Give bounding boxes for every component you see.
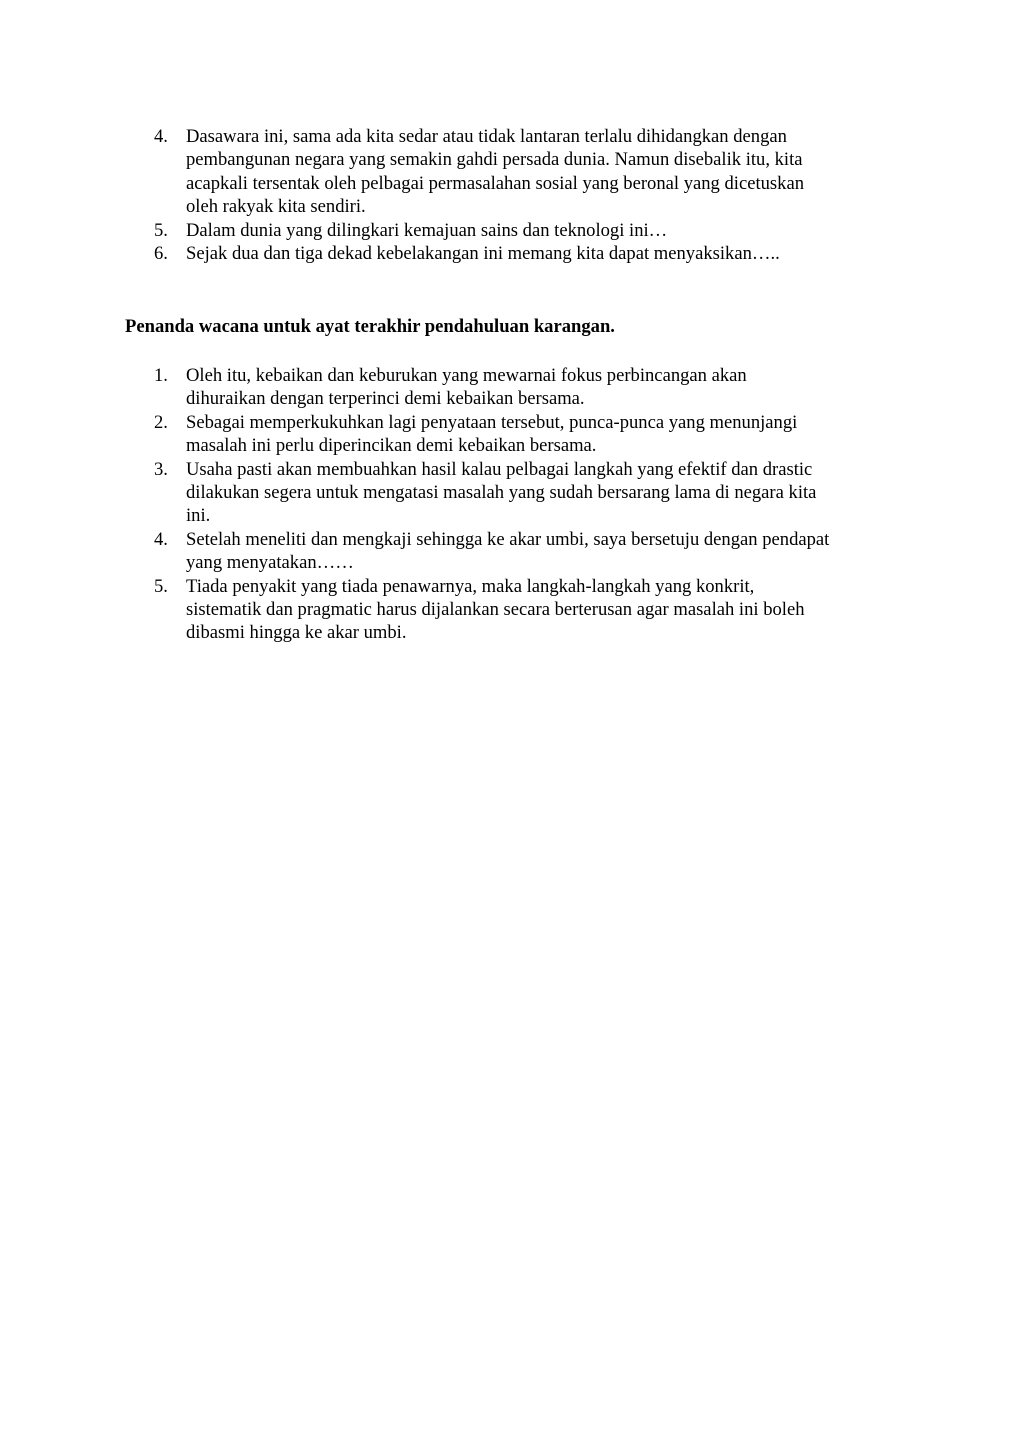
list-item [125, 411, 915, 458]
list-item [125, 575, 915, 645]
list-item-text-line: acapkali tersentak oleh pelbagai permasalahan sosial yang beronal yang dicetuskan [186, 172, 804, 194]
list-item-text-line: Oleh itu, kebaikan dan keburukan yang mewarnai fokus perbincangan akan [186, 365, 747, 386]
list-item-text-line: sistematik dan pragmatic harus dijalankan secara berterusan agar masalah ini boleh [186, 599, 805, 621]
section-heading: Penanda wacana untuk ayat terakhir pendahuluan karangan. [125, 316, 615, 337]
list-item-number: 1. [154, 365, 168, 386]
list-item-text-line: masalah ini perlu diperincikan demi kebaikan bersama. [186, 435, 597, 457]
list-item [125, 528, 915, 575]
list-item-text-line: Sebagai memperkukuhkan lagi penyataan tersebut, punca-punca yang menunjangi [186, 411, 798, 433]
list-item-text-line: Dasawara ini, sama ada kita sedar atau tidak lantaran terlalu dihidangkan dengan [186, 126, 787, 147]
list-item-text-line: dibasmi hingga ke akar umbi. [186, 622, 407, 644]
list-item-text-line: oleh rakyak kita sendiri. [186, 196, 366, 218]
list-item [125, 364, 915, 411]
list-item [125, 458, 915, 528]
list-item-number: 2. [154, 411, 168, 433]
list-item-text-line: Usaha pasti akan membuahkan hasil kalau pelbagai langkah yang efektif dan drastic [186, 458, 813, 480]
closing-phrases-list [125, 364, 915, 645]
opening-phrases-list [125, 125, 915, 265]
list-item-text-line: Setelah meneliti dan mengkaji sehingga ke akar umbi, saya bersetuju dengan pendapat [186, 528, 830, 550]
list-item-number: 4. [154, 126, 168, 147]
list-item [125, 219, 915, 242]
list-item-text-line: yang menyatakan…… [186, 552, 354, 574]
list-item-number: 4. [154, 528, 168, 550]
list-item [125, 125, 915, 219]
list-item-text-line: Dalam dunia yang dilingkari kemajuan sains dan teknologi ini… [186, 219, 668, 241]
list-item-number: 6. [154, 243, 168, 265]
list-item-number: 3. [154, 458, 168, 480]
list-item-number: 5. [154, 219, 168, 241]
list-item-text-line: pembangunan negara yang semakin gahdi persada dunia. Namun disebalik itu, kita [186, 149, 803, 171]
list-item-text-line: dilakukan segera untuk mengatasi masalah yang sudah bersarang lama di negara kita [186, 482, 817, 504]
list-item-text-line: ini. [186, 505, 211, 527]
list-item [125, 242, 915, 265]
list-item-text-line: dihuraikan dengan terperinci demi kebaikan bersama. [186, 388, 585, 410]
list-item-text-line: Tiada penyakit yang tiada penawarnya, maka langkah-langkah yang konkrit, [186, 575, 755, 597]
list-item-text-line: Sejak dua dan tiga dekad kebelakangan ini memang kita dapat menyaksikan….. [186, 243, 780, 265]
list-item-number: 5. [154, 575, 168, 597]
